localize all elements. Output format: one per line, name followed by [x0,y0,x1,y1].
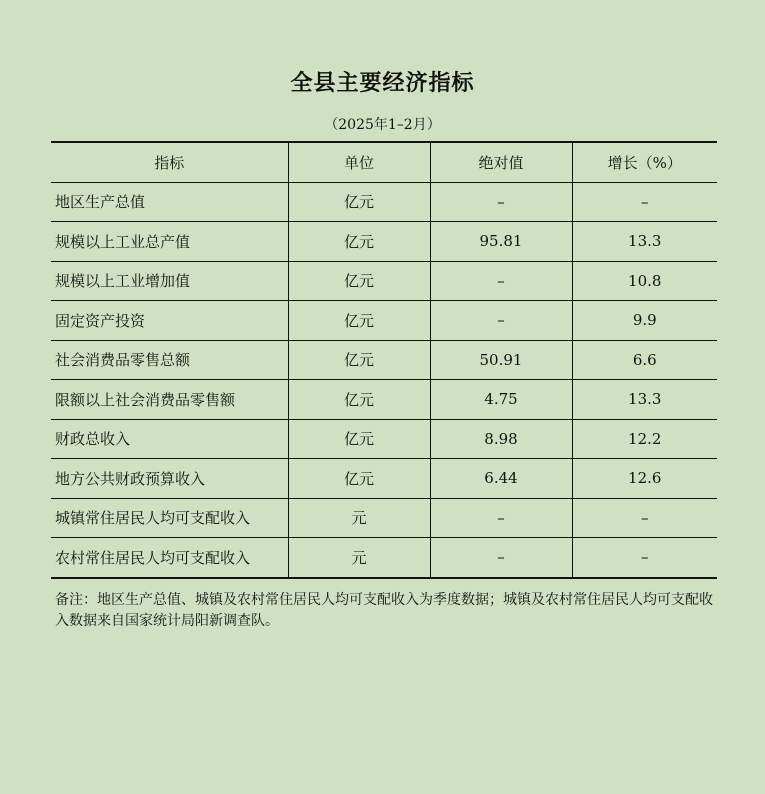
footnote: 备注：地区生产总值、城镇及农村常住居民人均可支配收入为季度数据；城镇及农村常住居民人均可支配收入数据来自国家统计局阳新调查队。 [55,592,713,629]
indicator-cell: 城镇常住居民人均可支配收入 [51,498,288,538]
unit-cell: 亿元 [288,380,430,420]
table-row [51,222,717,262]
unit-cell: 亿元 [288,419,430,459]
header-growth: 增长（%） [572,142,717,182]
header-unit: 单位 [288,142,430,182]
table-row [51,419,717,459]
absolute-value-cell: 6.44 [430,459,572,499]
growth-cell: 13.3 [572,222,717,262]
growth-cell: 6.6 [572,340,717,380]
table-row [51,498,717,538]
absolute-value-cell: – [430,538,572,578]
table-row [51,380,717,420]
unit-cell: 亿元 [288,301,430,341]
table-header-row [51,142,717,182]
absolute-value-cell: 50.91 [430,340,572,380]
unit-cell: 亿元 [288,261,430,301]
growth-cell: – [572,182,717,222]
unit-cell: 亿元 [288,222,430,262]
table-row [51,538,717,578]
indicator-cell: 规模以上工业总产值 [51,222,288,262]
absolute-value-cell: – [430,301,572,341]
growth-cell: 12.2 [572,419,717,459]
table-row [51,340,717,380]
absolute-value-cell: 4.75 [430,380,572,420]
growth-cell: – [572,538,717,578]
indicator-cell: 农村常住居民人均可支配收入 [51,538,288,578]
page-title: 全县主要经济指标 [290,71,475,96]
indicator-cell: 规模以上工业增加值 [51,261,288,301]
table-row [51,182,717,222]
growth-cell: 9.9 [572,301,717,341]
absolute-value-cell: – [430,498,572,538]
indicator-cell: 财政总收入 [51,419,288,459]
growth-cell: – [572,498,717,538]
indicator-cell: 社会消费品零售总额 [51,340,288,380]
unit-cell: 亿元 [288,459,430,499]
date-range-subtitle: （2025年1–2月） [324,117,441,133]
absolute-value-cell: – [430,182,572,222]
unit-cell: 元 [288,538,430,578]
growth-cell: 12.6 [572,459,717,499]
table-body [51,182,717,578]
unit-cell: 亿元 [288,340,430,380]
unit-cell: 亿元 [288,182,430,222]
table-row [51,261,717,301]
absolute-value-cell: – [430,261,572,301]
header-absolute-value: 绝对值 [430,142,572,182]
indicator-cell: 限额以上社会消费品零售额 [51,380,288,420]
table-row [51,459,717,499]
indicator-cell: 固定资产投资 [51,301,288,341]
growth-cell: 10.8 [572,261,717,301]
header-indicator: 指标 [154,153,185,172]
absolute-value-cell: 8.98 [430,419,572,459]
growth-cell: 13.3 [572,380,717,420]
indicator-cell: 地方公共财政预算收入 [51,459,288,499]
table-row [51,301,717,341]
unit-cell: 元 [288,498,430,538]
absolute-value-cell: 95.81 [430,222,572,262]
indicators-table [51,141,717,579]
indicator-cell: 地区生产总值 [51,182,288,222]
